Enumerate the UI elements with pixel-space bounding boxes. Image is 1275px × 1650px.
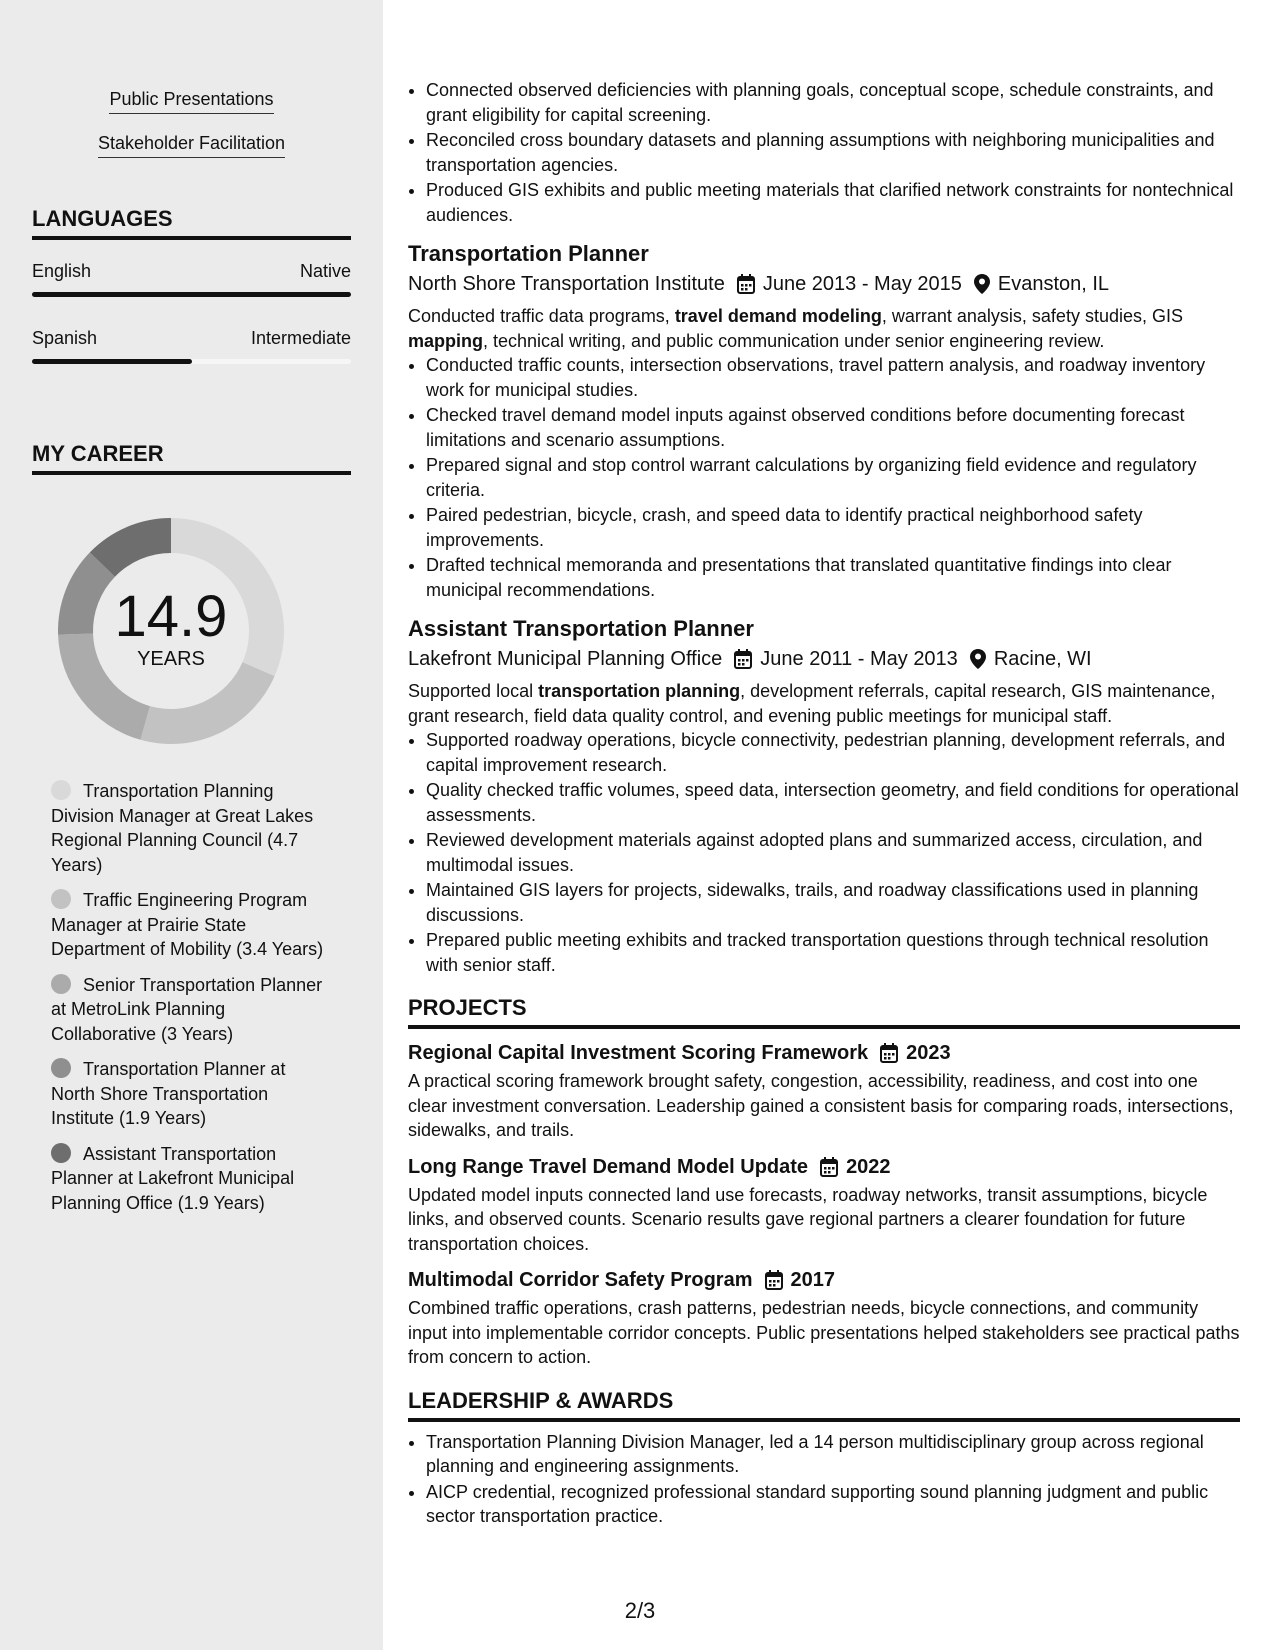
project-entry [408,1267,1240,1370]
projects-heading: PROJECTS [408,995,1240,1029]
career-section [32,441,351,475]
map-pin-icon [970,649,986,669]
calendar-icon [820,1157,838,1177]
job-title: Transportation Planner [408,241,649,266]
job-company: Lakefront Municipal Planning Office [408,648,723,670]
career-legend-item [51,1142,326,1216]
job-dates: June 2013 - May 2015 [762,273,962,295]
leadership-heading: LEADERSHIP & AWARDS [408,1388,1240,1422]
job-location: Evanston, IL [997,273,1110,295]
language-item [32,327,351,364]
bullet-item: • Reconciled cross boundary datasets and planning assumptions with neighboring municipalities and transportation agencies. [426,128,1240,177]
bullet-item: • AICP credential, recognized professional standard supporting sound planning judgment and public sector transportation practice. [426,1480,1240,1529]
project-title: Long Range Travel Demand Model Update [408,1155,809,1178]
bullet-item: • Supported roadway operations, bicycle connectivity, pedestrian planning, development referrals, and capital improvement research. [426,728,1240,777]
project-description: Combined traffic operations, crash patterns, pedestrian needs, bicycle connections, and community input into implementable corridor concepts. Public presentations helped stakeholders see practical paths from concern to action. [408,1298,1240,1367]
legend-dot [51,780,71,800]
job-meta [408,271,1240,297]
career-donut [55,515,287,747]
intro-bullets [408,78,1240,227]
bullet-item: • Drafted technical memoranda and presentations that translated quantitative findings into clear municipal recommendations. [426,553,1240,602]
calendar-icon [765,1270,783,1290]
project-year: 2017 [790,1269,835,1291]
skill-tags [0,0,383,176]
project-title: Regional Capital Investment Scoring Framework [408,1042,869,1064]
language-name: English [32,261,92,281]
job-dates: June 2011 - May 2013 [760,648,958,670]
bullet-item: • Transportation Planning Division Manager, led a 14 person multidisciplinary group across regional planning and engineering assignments. [426,1430,1240,1479]
leadership-bullets [408,1430,1240,1529]
project-description: A practical scoring framework brought safety, congestion, accessibility, readiness, and cost into one clear investment conversation. Leadership gained a consistent basis for comparing roads, intersections, sidewalks, and trails. [408,1071,1234,1140]
career-legend-item [51,1057,326,1131]
legend-text: Senior Transportation Planner at MetroLink Planning Collaborative (3 Years) [51,974,323,1044]
bullet-item: • Checked travel demand model inputs against observed conditions before documenting forecast limitations and scenario assumptions. [426,403,1240,452]
project-year: 2023 [906,1042,951,1064]
language-proficiency-fill [32,292,351,297]
project-entry [408,1154,1240,1257]
bullet-item: • Prepared signal and stop control warrant calculations by organizing field evidence and regulatory criteria. [426,453,1240,502]
job-meta [408,646,1240,672]
legend-dot [51,974,71,994]
legend-text: Transportation Planning Division Manager at Great Lakes Regional Planning Council (4.7 Years) [51,781,314,875]
job-company: North Shore Transportation Institute [408,273,725,295]
bullet-item: • Quality checked traffic volumes, speed data, intersection geometry, and field conditions for operational assessments. [426,778,1240,827]
bullet-item: • Prepared public meeting exhibits and tracked transportation questions through technical resolution with senior staff. [426,928,1240,977]
language-name: Spanish [32,328,98,348]
job-title: Assistant Transportation Planner [408,616,754,641]
career-legend-item [51,888,326,962]
project-year: 2022 [846,1155,891,1178]
project-description: Updated model inputs connected land use forecasts, roadway networks, transit assumptions, bicycle links, and observed counts. Scenario results gave regional partners a clearer foundation for future transportation choices. [408,1184,1208,1254]
skill-tag: Stakeholder Facilitation [98,132,285,158]
project-entry [408,1040,1240,1143]
legend-text: Transportation Planner at North Shore Transportation Institute (1.9 Years) [51,1059,286,1128]
project-title: Multimodal Corridor Safety Program [408,1269,753,1291]
bullet-item: • Paired pedestrian, bicycle, crash, and speed data to identify practical neighborhood safety improvements. [426,503,1240,552]
bullet-item: • Connected observed deficiencies with planning goals, conceptual scope, schedule constraints, and grant eligibility for capital screening. [426,78,1240,127]
bullet-item: • Produced GIS exhibits and public meeting materials that clarified network constraints for nontechnical audiences. [426,178,1240,227]
calendar-icon [880,1043,898,1063]
bullet-item: • Reviewed development materials against adopted plans and summarized access, circulation, and multimodal issues. [426,828,1240,877]
skill-tag: Public Presentations [109,88,273,114]
page-number: 2/3 [624,1598,656,1623]
calendar-icon [734,649,752,669]
language-level: Native [299,261,351,281]
bullet-item: • Maintained GIS layers for projects, sidewalks, trails, and roadway classifications used in planning discussions. [426,878,1240,927]
leadership-section [408,1388,1240,1529]
bullet-item: • Conducted traffic counts, intersection observations, travel pattern analysis, and roadway inventory work for municipal studies. [426,353,1240,402]
job-location: Racine, WI [993,648,1092,670]
career-legend [0,779,383,1215]
calendar-icon [737,274,755,294]
languages-heading: LANGUAGES [32,206,351,240]
legend-text: Traffic Engineering Program Manager at Prairie State Department of Mobility (3.4 Years) [51,890,324,959]
career-legend-item [51,779,326,877]
job-summary: Supported local transportation planning, development referrals, capital research, GIS maintenance, grant research, field data quality control, and evening public meetings for municipal staff. [408,681,1216,726]
sidebar [0,0,383,1650]
main-content [408,78,1240,1530]
language-level: Intermediate [250,328,351,348]
legend-dot [51,889,71,909]
career-total-years: 14.9 [114,584,228,649]
languages-section [32,206,351,364]
job-entry [408,240,1240,602]
language-proficiency-bar [32,359,351,364]
legend-dot [51,1058,71,1078]
job-bullets [408,353,1240,602]
job-bullets [408,728,1240,977]
job-summary: Conducted traffic data programs, travel demand modeling, warrant analysis, safety studies, GIS mapping, technical writing, and public communication under senior engineering review. [408,306,1183,351]
legend-dot [51,1143,71,1163]
language-proficiency-bar [32,292,351,297]
job-entry [408,615,1240,977]
language-item [32,260,351,297]
language-proficiency-fill [32,359,192,364]
career-legend-item [51,973,326,1047]
projects-section [408,995,1240,1370]
map-pin-icon [974,274,990,294]
career-heading: MY CAREER [32,441,351,475]
career-years-label: YEARS [137,648,205,670]
legend-text: Assistant Transportation Planner at Lakefront Municipal Planning Office (1.9 Years) [51,1143,295,1213]
